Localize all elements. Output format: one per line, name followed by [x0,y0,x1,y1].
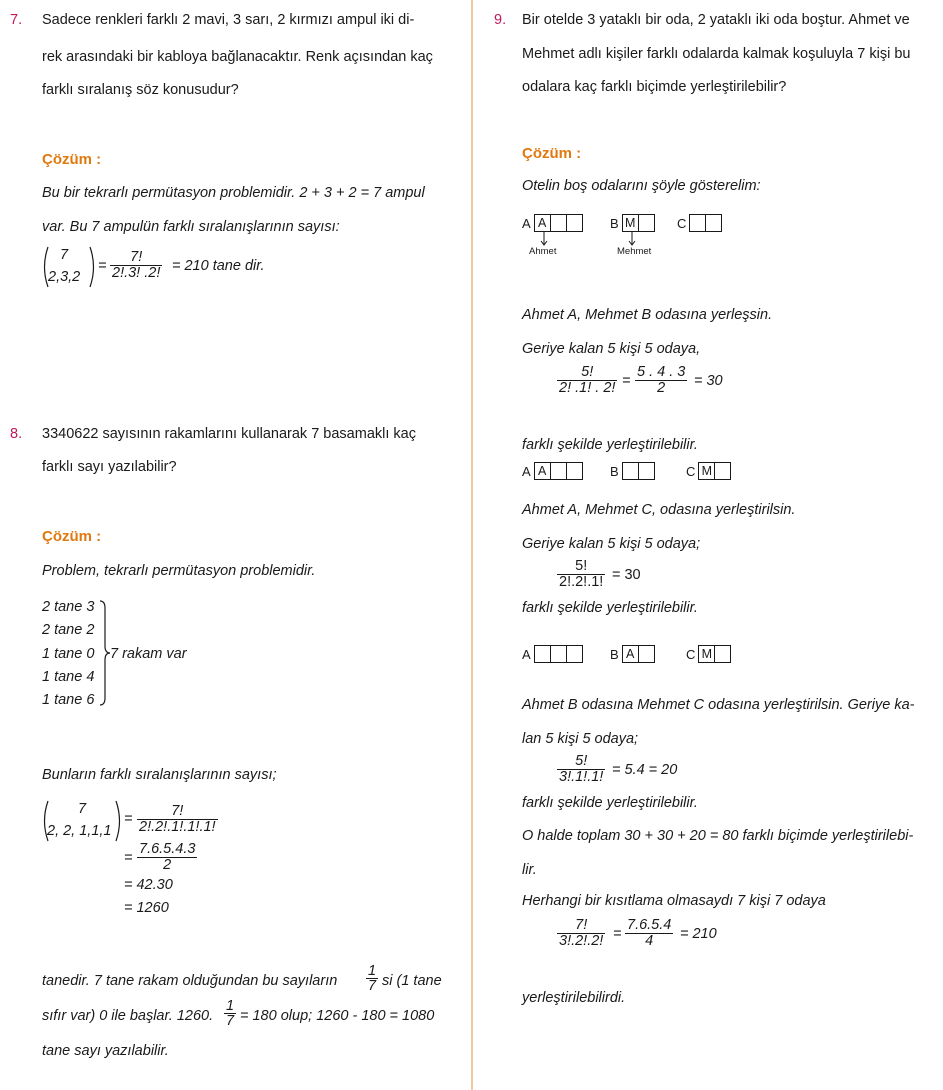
solution-text: O halde toplam 30 + 30 + 20 = 80 farklı biçimde yerleştirilebi- [522,828,914,844]
digit-count: 1 tane 0 [42,646,95,662]
arrow-label: Mehmet [617,246,652,257]
solution-text: Ahmet B odasına Mehmet C odasına yerleştirilsin. Geriye ka- [522,697,915,713]
room-b: B M [610,214,655,232]
fraction: $\frac{5!}{2!.2!.1!}$ [559,558,604,590]
equals: = [98,258,107,274]
solution-text: Herhangi bir kısıtlama olmasaydı 7 kişi 7 odaya [522,893,826,909]
right-paren [88,246,98,288]
solution-text: farklı şekilde yerleştirilebilir. [522,600,698,616]
binom-top: 7 [60,247,69,263]
step: = 42.30 [124,877,173,893]
room-a: A A [522,214,583,232]
bed-box: M [698,462,715,480]
result: = 210 tane dir. [172,258,265,274]
solution-text: Otelin boş odalarını şöyle gösterelim: [522,178,761,194]
arrow-down-icon [628,232,636,246]
room-b: B A [610,645,655,663]
bed-box [638,462,655,480]
solution-text: Bunların farklı sıralanışlarının sayısı; [42,767,277,783]
fraction: $\frac{7.6.5.4}{4}$ [627,917,672,949]
question-text: farklı sıralanış söz konusudur? [42,82,239,98]
step: = 1260 [124,900,169,916]
fraction: $\frac{1}{7}$ [226,998,235,1029]
room-c: C [677,214,722,232]
bed-box [550,645,567,663]
bed-box [566,214,583,232]
bed-box: M [698,645,715,663]
question-number: 9. [494,12,507,28]
result: = 30 [612,567,641,583]
bed-box: M [622,214,639,232]
fraction: $\frac{1}{7}$ [368,963,377,994]
binom-bottom: 2, 2, 1,1,1 [47,823,112,839]
arrow-label: Ahmet [529,246,557,257]
solution-text: Ahmet A, Mehmet C, odasına yerleştirilsin. [522,502,796,518]
brace-label: 7 rakam var [110,646,187,662]
bed-box [714,462,731,480]
solution-label: Çözüm : [42,528,102,545]
question-number: 8. [10,426,23,442]
result: = 210 [680,926,717,942]
column-divider [471,0,473,1090]
bed-box [714,645,731,663]
solution-label: Çözüm : [42,151,102,168]
equals: = [622,373,631,389]
bed-box [622,462,639,480]
result: = 5.4 = 20 [612,762,678,778]
binom-top: 7 [78,801,87,817]
question-text: odalara kaç farklı biçimde yerleştirilebilir? [522,79,787,95]
fraction: $\frac{7!}{3!.2!.2!}$ [559,917,604,949]
question-text: rek arasındaki bir kabloya bağlanacaktır. Renk açısından kaç [42,49,433,65]
solution-text: si (1 tane [382,973,442,989]
fraction: $\frac{7!}{2!.2!.1!.1!.1!}$ [139,803,216,835]
bed-box [534,645,551,663]
result: = 30 [694,373,723,389]
fraction: $\frac{7.6.5.4.3}{2}$ [139,841,196,873]
solution-text: Problem, tekrarlı permütasyon problemidir. [42,563,316,579]
solution-text: = 180 olup; 1260 - 180 = 1080 [240,1008,435,1024]
digit-count: 1 tane 4 [42,669,95,685]
question-text: farklı sayı yazılabilir? [42,459,177,475]
bed-box: A [622,645,639,663]
room-a: A [522,645,583,663]
solution-text: yerleştirilebilirdi. [522,990,626,1006]
question-text: 3340622 sayısının rakamlarını kullanarak 7 basamaklı kaç [42,426,416,442]
solution-text: farklı şekilde yerleştirilebilir. [522,795,698,811]
fraction: $\frac{5!}{3!.1!.1!}$ [559,753,604,785]
bed-box: A [534,214,551,232]
bed-box [550,214,567,232]
equals: = [613,926,622,942]
solution-text: Ahmet A, Mehmet B odasına yerleşsin. [522,307,773,323]
question-text: Mehmet adlı kişiler farklı odalarda kalmak koşuluyla 7 kişi bu [522,46,911,62]
solution-text: lan 5 kişi 5 odaya; [522,731,639,747]
solution-text: tane sayı yazılabilir. [42,1043,169,1059]
solution-text: Bu bir tekrarlı permütasyon problemidir. 2 + 3 + 2 = 7 ampul [42,185,425,201]
solution-text: sıfır var) 0 ile başlar. 1260. [42,1008,214,1024]
bed-box: A [534,462,551,480]
bed-box [566,645,583,663]
bed-box [550,462,567,480]
arrow-down-icon [540,232,548,246]
bed-box [566,462,583,480]
solution-text: lir. [522,862,537,878]
room-c: C M [686,462,731,480]
room-b: B [610,462,655,480]
equals: = [124,850,133,866]
fraction: $\frac{5 . 4 . 3}{2}$ [637,364,686,396]
solution-label: Çözüm : [522,145,582,162]
question-text: Bir otelde 3 yataklı bir oda, 2 yataklı iki oda boştur. Ahmet ve [522,12,910,28]
solution-text: farklı şekilde yerleştirilebilir. [522,437,698,453]
solution-text: Geriye kalan 5 kişi 5 odaya; [522,536,701,552]
binom-bottom: 2,3,2 [48,269,81,285]
digit-count: 2 tane 3 [42,599,95,615]
bed-box [689,214,706,232]
bed-box [638,214,655,232]
solution-text: Geriye kalan 5 kişi 5 odaya, [522,341,701,357]
fraction: $\frac{5!}{2! .1! . 2!}$ [559,364,616,396]
fraction: $\frac{7!}{2!.3! .2!}$ [112,249,161,281]
room-c: C M [686,645,731,663]
bed-box [705,214,722,232]
right-paren [114,800,124,842]
digit-count: 2 tane 2 [42,622,95,638]
question-text: Sadece renkleri farklı 2 mavi, 3 sarı, 2 kırmızı ampul iki di- [42,12,415,28]
equals: = [124,811,133,827]
digit-count: 1 tane 6 [42,692,95,708]
solution-text: tanedir. 7 tane rakam olduğundan bu sayıların [42,973,338,989]
room-a: A A [522,462,583,480]
bed-box [638,645,655,663]
question-number: 7. [10,12,23,28]
solution-text: var. Bu 7 ampulün farklı sıralanışlarının sayısı: [42,219,340,235]
